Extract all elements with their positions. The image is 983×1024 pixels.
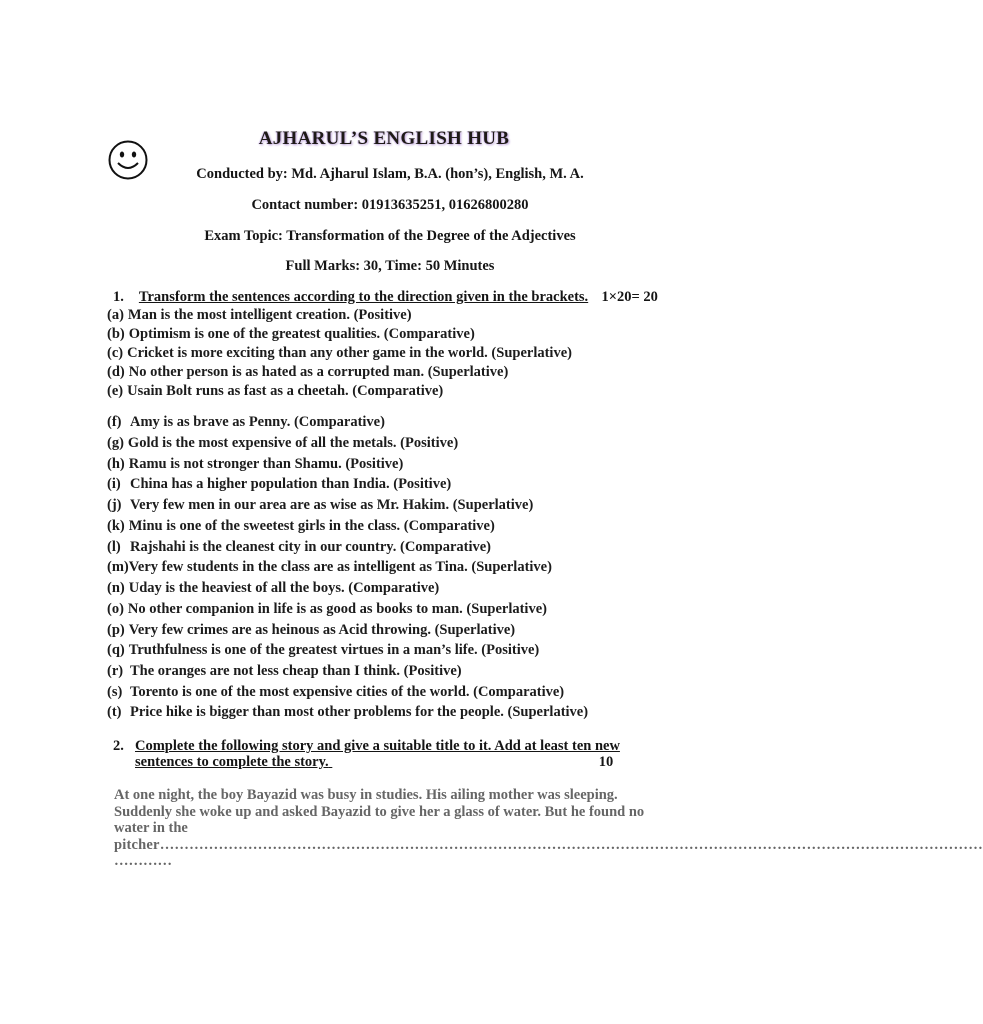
story-text	[114, 787, 983, 870]
item-text: No other person is as hated as a corrupted man. (Superlative)	[128, 364, 509, 380]
question1-item	[107, 345, 572, 362]
item-label: (t)	[107, 704, 122, 720]
item-label: (e)	[107, 383, 124, 399]
question1-item	[107, 622, 515, 639]
contact-number: Contact number: 01913635251, 01626800280	[251, 197, 529, 213]
question1-heading	[113, 289, 658, 306]
story-line: pitcher……………………………………………………………………………………………………………………………………………………	[114, 836, 983, 853]
item-label: (s)	[107, 684, 123, 700]
question1-item	[107, 704, 588, 721]
item-text: Torento is one of the most expensive cities of the world. (Comparative)	[130, 684, 565, 700]
item-text: The oranges are not less cheap than I think. (Positive)	[130, 663, 462, 679]
question2-marks: 10	[598, 754, 614, 770]
item-label: (k)	[107, 518, 125, 534]
question1-item	[107, 559, 552, 576]
page-title: AJHARUL’S ENGLISH HUB	[258, 128, 510, 149]
question1-item	[107, 307, 412, 324]
full-marks: Full Marks: 30, Time: 50 Minutes	[285, 258, 495, 274]
item-text: Ramu is not stronger than Shamu. (Positive)	[128, 456, 404, 472]
story-line: water in the	[114, 820, 188, 836]
question1-item	[107, 435, 458, 452]
question1-item	[107, 539, 491, 556]
item-text: Optimism is one of the greatest qualities. (Comparative)	[128, 326, 475, 342]
story-line: At one night, the boy Bayazid was busy in studies. His ailing mother was sleeping.	[114, 787, 618, 803]
item-label: (g)	[107, 435, 124, 451]
item-label: (q)	[107, 642, 125, 658]
question1-item	[107, 414, 385, 431]
item-text: Usain Bolt runs as fast as a cheetah. (Comparative)	[127, 383, 444, 399]
question2-instruction-line2: sentences to complete the story.	[135, 754, 329, 770]
item-text: Very few crimes are as heinous as Acid throwing. (Superlative)	[128, 622, 516, 638]
question1-item	[107, 497, 533, 514]
item-text: China has a higher population than India. (Positive)	[130, 476, 452, 492]
question2-heading	[113, 738, 124, 755]
question1-item	[107, 476, 451, 493]
item-label: (p)	[107, 622, 125, 638]
item-label: (f)	[107, 414, 122, 430]
item-label: (c)	[107, 345, 124, 361]
item-text: Very few men in our area are as wise as Mr. Hakim. (Superlative)	[130, 497, 534, 513]
question2-underline-blank	[329, 754, 599, 771]
item-text: Uday is the heaviest of all the boys. (Comparative)	[128, 580, 440, 596]
item-text: Truthfulness is one of the greatest virtues in a man’s life. (Positive)	[128, 642, 540, 658]
item-label: (j)	[107, 497, 122, 513]
item-label: (i)	[107, 476, 121, 492]
story-line: Suddenly she woke up and asked Bayazid to give her a glass of water. But he found no	[114, 803, 645, 820]
conducted-by: Conducted by: Md. Ajharul Islam, B.A. (hon’s), English, M. A.	[196, 166, 584, 182]
item-label: (b)	[107, 326, 125, 342]
question2-instruction-line1: Complete the following story and give a suitable title to it. Add at least ten new	[135, 738, 620, 754]
item-label: (l)	[107, 539, 121, 555]
exam-topic: Exam Topic: Transformation of the Degree of the Adjectives	[204, 228, 576, 244]
question1-item	[107, 684, 564, 701]
question2-number: 2.	[113, 738, 124, 754]
item-text: Cricket is more exciting than any other game in the world. (Superlative)	[127, 345, 572, 361]
question1-item	[107, 601, 547, 618]
question1-item	[107, 518, 495, 535]
question1-marks: 1×20= 20	[601, 289, 658, 305]
item-label: (o)	[107, 601, 124, 617]
item-text: Gold is the most expensive of all the metals. (Positive)	[127, 435, 459, 451]
item-label: (h)	[107, 456, 125, 472]
question1-instruction: Transform the sentences according to the direction given in the brackets.	[138, 289, 589, 305]
question1-item	[107, 580, 439, 597]
question1-number: 1.	[113, 289, 124, 305]
item-text: Man is the most intelligent creation. (Positive)	[127, 307, 412, 323]
item-text: Rajshahi is the cleanest city in our country. (Comparative)	[130, 539, 491, 555]
question1-item	[107, 663, 462, 680]
item-label: (d)	[107, 364, 125, 380]
item-text: Minu is one of the sweetest girls in the class. (Comparative)	[128, 518, 495, 534]
question1-item	[107, 383, 443, 400]
item-label: (r)	[107, 663, 124, 679]
question1-item	[107, 364, 508, 381]
item-label: (a)	[107, 307, 124, 323]
item-text: No other companion in life is as good as books to man. (Superlative)	[127, 601, 547, 617]
question1-item	[107, 326, 475, 343]
item-label: (n)	[107, 580, 125, 596]
item-text: Amy is as brave as Penny. (Comparative)	[130, 414, 385, 430]
item-label: (m)	[107, 559, 129, 575]
question2-instruction-line2-wrap	[135, 754, 613, 771]
item-text: Price hike is bigger than most other problems for the people. (Superlative)	[130, 704, 589, 720]
question1-item	[107, 456, 403, 473]
question1-item	[107, 642, 539, 659]
item-text: Very few students in the class are as intelligent as Tina. (Superlative)	[128, 559, 552, 575]
story-line: …………	[114, 853, 172, 869]
